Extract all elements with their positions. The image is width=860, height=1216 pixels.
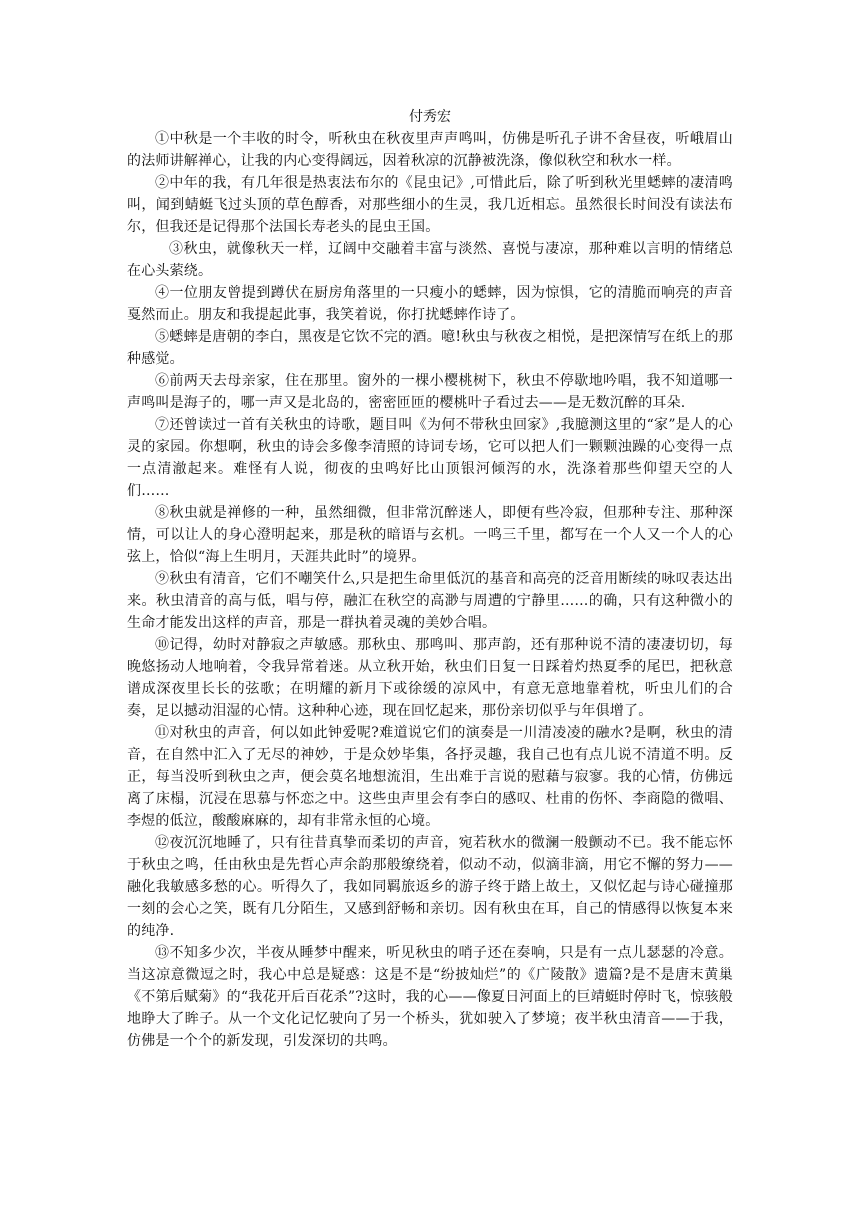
paragraph-3: ③秋虫，就像秋天一样，辽阔中交融着丰富与淡然、喜悦与凄凉，那种难以言明的情绪总在心头萦绕。 (127, 241, 733, 279)
paragraph-9: ⑨秋虫有清音，它们不嘲笑什么,只是把生命里低沉的基音和高亮的泛音用断续的咏叹表达出来。秋虫清音的高与低，唱与停，融汇在秋空的高渺与周遭的宁静里……的确，只有这种微小的生命才能发出这样的声音，那是一群执着灵魂的美妙合唱。 (127, 571, 733, 631)
paragraph-13: ⑬不知多少次，半夜从睡梦中醒来，听见秋虫的哨子还在奏响，只是有一点儿瑟瑟的冷意。当这凉意微逗之时，我心中总是疑惑：这是不是“纷披灿烂”的《广陵散》遗篇?是不是唐末黄巢《不第后赋菊》的“我花开后百花杀”?这时，我的心——像夏日河面上的巨靖蜓时停时飞，惊骇般地睁大了眸子。从一个文化记忆驶向了另一个桥头，犹如驶入了梦境；夜半秋虫清音——于我，仿佛是一个个的新发现，引发深切的共鸣。 (127, 945, 733, 1049)
paragraph-1: ①中秋是一个丰收的时令，听秋虫在秋夜里声声鸣叫，仿佛是听孔子讲不舍昼夜，听峨眉山的法师讲解禅心，让我的内心变得阔远，因着秋凉的沉静被洗涤，像似秋空和秋水一样。 (127, 131, 733, 169)
paragraph-10: ⑩记得，幼时对静寂之声敏感。那秋虫、那鸣叫、那声韵，还有那种说不清的凄凄切切，每晚悠扬动人地响着，令我异常着迷。从立秋开始，秋虫们日复一日踩着灼热夏季的尾巴，把秋意谱成深夜里长长的弦歌；在明耀的新月下或徐缓的凉风中，有意无意地靠着枕，听虫儿们的合奏，足以撼动泪湿的心情。这种种心迹，现在回忆起来，那份亲切似乎与年俱增了。 (127, 637, 733, 719)
paragraph-4: ④一位朋友曾提到蹲伏在厨房角落里的一只瘦小的蟋蟀，因为惊惧，它的清脆而响亮的声音戛然而止。朋友和我提起此事，我笑着说，你打扰蟋蟀作诗了。 (127, 285, 733, 323)
paragraph-2: ②中年的我，有几年很是热衷法布尔的《昆虫记》,可惜此后，除了听到秋光里蟋蟀的凄清鸣叫，闻到蜻蜓飞过头顶的草色醇香，对那些细小的生灵，我几近相忘。虽然很长时间没有读法布尔，但我还是记得那个法国长寿老头的昆虫王国。 (127, 175, 733, 235)
paragraph-5: ⑤蟋蟀是唐朝的李白，黑夜是它饮不完的酒。噫!秋虫与秋夜之相悦，是把深情写在纸上的那种感觉。 (127, 329, 733, 367)
author-name: 付秀宏 (409, 109, 451, 125)
paragraph-7: ⑦还曾读过一首有关秋虫的诗歌，题目叫《为何不带秋虫回家》,我臆测这里的“家”是人的心灵的家园。你想啊，秋虫的诗会多像李清照的诗词专场，它可以把人们一颗颗浊躁的心变得一点一点清澈起来。难怪有人说，彻夜的虫鸣好比山顶银河倾泻的水，洗涤着那些仰望天空的人们…… (127, 417, 733, 499)
paragraph-11: ⑪对秋虫的声音，何以如此钟爱呢?难道说它们的演奏是一川清凌凌的融水?是啊，秋虫的清音，在自然中汇入了无尽的神妙，于是众妙毕集，各抒灵趣，我自己也有点儿说不清道不明。反正，每当没听到秋虫之声，便会莫名地想流泪，生出难于言说的慰藉与寂寥。我的心情，仿佛远离了床榻，沉浸在思慕与怀恋之中。这些虫声里会有李白的感叹、杜甫的伤怀、李商隐的微唱、李煜的低泣，酸酸麻麻的，却有非常永恒的心境。 (127, 725, 733, 829)
paragraph-8: ⑧秋虫就是禅修的一种，虽然细微，但非常沉醉迷人，即便有些冷寂，但那种专注、那种深情，可以让人的身心澄明起来，那是秋的暗语与玄机。一鸣三千里，都写在一个人又一个人的心弦上，恰似“海上生明月，天涯共此时”的境界。 (127, 505, 733, 565)
paragraph-6: ⑥前两天去母亲家，住在那里。窗外的一棵小樱桃树下，秋虫不停歇地吟唱，我不知道哪一声鸣叫是海子的，哪一声又是北岛的，密密匝匝的樱桃叶子看过去——是无数沉醉的耳朵. (127, 373, 733, 411)
article-body (127, 106, 733, 1052)
paragraph-12: ⑫夜沉沉地睡了，只有往昔真挚而柔切的声音，宛若秋水的微澜一般颤动不已。我不能忘怀于秋虫之鸣，任由秋虫是先哲心声余韵那般缭绕着，似动不动，似滴非滴，用它不懈的努力——融化我敏感多愁的心。听得久了，我如同羁旅返乡的游子终于踏上故土，又似忆起与诗心碰撞那一刻的会心之笑，既有几分陌生，又感到舒畅和亲切。因有秋虫在耳，自己的情感得以恢复本来的纯净. (127, 835, 733, 939)
